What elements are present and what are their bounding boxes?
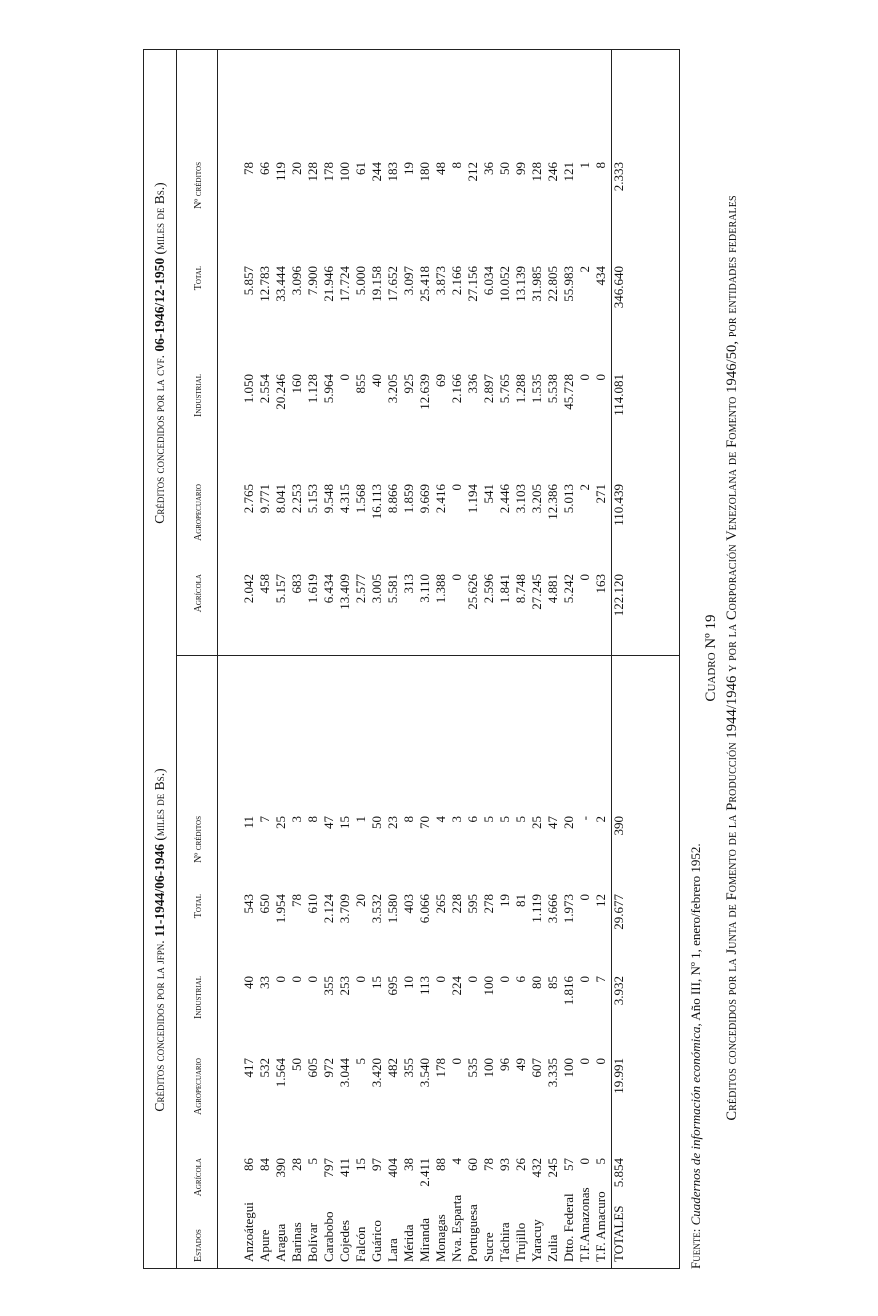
cell-left-agricola: 432 xyxy=(529,1158,544,1178)
cell-right-industrial: 0 xyxy=(593,374,608,381)
cell-left-agropecuario: 482 xyxy=(385,1058,400,1078)
cell-right-industrial: 2.554 xyxy=(257,374,272,404)
cell-right-total: 12.783 xyxy=(257,266,272,302)
cell-right-agropecuario: 8.041 xyxy=(273,484,288,514)
cell-left-total: 78 xyxy=(289,894,304,907)
cell-left-agricola: 5 xyxy=(593,1158,608,1165)
cell-left-total: 1.973 xyxy=(561,894,576,924)
cell-left-industrial: 1.816 xyxy=(561,976,576,1006)
cell-left-agropecuario: 355 xyxy=(401,1058,416,1078)
cell-right-ncreditos: 183 xyxy=(385,162,400,182)
cell-left-ncreditos: 8 xyxy=(305,816,320,823)
cell-right-ncreditos: 78 xyxy=(241,162,256,175)
cell-right-agropecuario: 9.669 xyxy=(417,484,432,514)
cell-left-ncreditos: 3 xyxy=(449,816,464,823)
cell-right-total: 2 xyxy=(577,266,592,273)
row-estado: Bolívar xyxy=(305,1223,320,1262)
cell-right-total: 3.096 xyxy=(289,266,304,296)
source-publication: Cuadernos de información económica xyxy=(688,1026,703,1226)
cell-left-agricola: 88 xyxy=(433,1158,448,1171)
table-title: Créditos concedidos por la Junta de Fomento de la Producción 1944/1946 y por la Corporación Venezolana de Fomento 1946/50, por entidades federales xyxy=(724,195,740,1121)
cell-left-ncreditos: 6 xyxy=(465,816,480,823)
cell-right-total: 17.724 xyxy=(337,266,352,302)
cell-right-agricola: 163 xyxy=(593,574,608,594)
row-estado: Aragua xyxy=(273,1223,288,1262)
cell-left-ncreditos: 11 xyxy=(241,816,256,829)
cell-left-industrial: 0 xyxy=(305,976,320,983)
cell-right-agricola: 458 xyxy=(257,574,272,594)
col-head-right-ncreditos: Nº créditos xyxy=(193,162,204,209)
row-estado: Yaracuy xyxy=(529,1219,544,1262)
cell-left-agricola: 38 xyxy=(401,1158,416,1171)
cell-right-total: 434 xyxy=(593,266,608,286)
cell-left-industrial: 0 xyxy=(289,976,304,983)
col-head-right-industrial: Industrial xyxy=(193,374,204,417)
cell-left-agropecuario: 532 xyxy=(257,1058,272,1078)
cell-right-total: 19.158 xyxy=(369,266,384,302)
cell-left-agropecuario: 96 xyxy=(497,1058,512,1071)
cell-right-total: 3.097 xyxy=(401,266,416,296)
totals-rule xyxy=(611,50,612,1268)
cell-left-industrial: 15 xyxy=(369,976,384,989)
cell-right-ncreditos: 2.333 xyxy=(611,162,626,192)
cell-left-agricola: 84 xyxy=(257,1158,272,1171)
cell-left-ncreditos: 20 xyxy=(561,816,576,829)
cell-right-agropecuario: 2 xyxy=(577,484,592,491)
cell-right-industrial: 5.538 xyxy=(545,374,560,404)
cell-right-industrial: 5.765 xyxy=(497,374,512,404)
cell-left-ncreditos: 23 xyxy=(385,816,400,829)
cell-right-agricola: 1.841 xyxy=(497,574,512,604)
cell-left-agropecuario: 178 xyxy=(433,1058,448,1078)
cell-right-agropecuario: 1.194 xyxy=(465,484,480,514)
cell-right-industrial: 3.205 xyxy=(385,374,400,404)
cell-left-industrial: 0 xyxy=(465,976,480,983)
cell-right-agropecuario: 2.446 xyxy=(497,484,512,514)
cell-left-industrial: 0 xyxy=(273,976,288,983)
cell-left-ncreditos: 50 xyxy=(369,816,384,829)
cell-left-ncreditos: - xyxy=(577,816,592,821)
cell-right-ncreditos: 19 xyxy=(401,162,416,175)
left-group-suffix: (miles de Bs.) xyxy=(152,768,167,841)
row-estado: Táchira xyxy=(497,1222,512,1262)
cell-left-ncreditos: 47 xyxy=(321,816,336,829)
cell-left-total: 0 xyxy=(577,894,592,901)
cell-right-agropecuario: 2.253 xyxy=(289,484,304,514)
cell-right-agricola: 13.409 xyxy=(337,574,352,610)
cell-left-industrial: 40 xyxy=(241,976,256,989)
cell-left-agricola: 15 xyxy=(353,1158,368,1171)
cell-right-agropecuario: 9.548 xyxy=(321,484,336,514)
cell-right-total: 10.052 xyxy=(497,266,512,302)
cell-left-industrial: 355 xyxy=(321,976,336,996)
cell-right-agropecuario: 16.113 xyxy=(369,484,384,520)
cell-left-agropecuario: 972 xyxy=(321,1058,336,1078)
source-label: Fuente: xyxy=(688,1228,703,1269)
cell-left-total: 12 xyxy=(593,894,608,907)
row-estado: Lara xyxy=(385,1238,400,1262)
cell-left-ncreditos: 2 xyxy=(593,816,608,823)
cell-right-agricola: 683 xyxy=(289,574,304,594)
cell-right-total: 346.640 xyxy=(611,266,626,309)
cell-right-ncreditos: 66 xyxy=(257,162,272,175)
cell-left-agricola: 60 xyxy=(465,1158,480,1171)
row-estado: Barinas xyxy=(289,1222,304,1262)
cell-left-total: 3.666 xyxy=(545,894,560,924)
cell-left-total: 1.580 xyxy=(385,894,400,924)
cell-right-ncreditos: 244 xyxy=(369,162,384,182)
cell-left-agropecuario: 49 xyxy=(513,1058,528,1071)
cell-right-agricola: 25.626 xyxy=(465,574,480,610)
cell-right-agricola: 3.005 xyxy=(369,574,384,604)
cell-left-agricola: 93 xyxy=(497,1158,512,1171)
cell-right-ncreditos: 36 xyxy=(481,162,496,175)
cell-right-agricola: 5.157 xyxy=(273,574,288,604)
cell-left-industrial: 0 xyxy=(353,976,368,983)
cell-right-agropecuario: 5.013 xyxy=(561,484,576,514)
cell-left-agropecuario: 0 xyxy=(577,1058,592,1065)
group-divider xyxy=(176,655,679,656)
cell-left-agropecuario: 0 xyxy=(449,1058,464,1065)
cell-left-total: 6.066 xyxy=(417,894,432,924)
cell-right-agropecuario: 541 xyxy=(481,484,496,504)
cell-left-industrial: 6 xyxy=(513,976,528,983)
cell-right-industrial: 69 xyxy=(433,374,448,387)
cell-right-industrial: 1.050 xyxy=(241,374,256,404)
cell-left-total: 19 xyxy=(497,894,512,907)
cell-left-ncreditos: 5 xyxy=(497,816,512,823)
cell-right-industrial: 1.288 xyxy=(513,374,528,404)
cell-left-total: 265 xyxy=(433,894,448,914)
cell-right-total: 21.946 xyxy=(321,266,336,302)
right-group-prefix: Créditos concedidos por la cvf. xyxy=(152,354,167,524)
cell-left-total: 81 xyxy=(513,894,528,907)
cell-right-ncreditos: 246 xyxy=(545,162,560,182)
cell-right-agropecuario: 2.765 xyxy=(241,484,256,514)
cell-right-industrial: 12.639 xyxy=(417,374,432,410)
right-group-suffix: (miles de Bs.) xyxy=(152,182,167,255)
cell-left-agricola: 797 xyxy=(321,1158,336,1178)
row-estado: Cojedes xyxy=(337,1220,352,1262)
cell-left-industrial: 253 xyxy=(337,976,352,996)
cell-right-agricola: 2.577 xyxy=(353,574,368,604)
cell-left-agricola: 5 xyxy=(305,1158,320,1165)
left-group-prefix: Créditos concedidos por la jfpn. xyxy=(152,940,167,1112)
cell-right-industrial: 45.728 xyxy=(561,374,576,410)
row-estado: TOTALES xyxy=(611,1205,626,1262)
cell-right-industrial: 1.535 xyxy=(529,374,544,404)
cell-right-industrial: 114.081 xyxy=(611,374,626,416)
cell-left-total: 650 xyxy=(257,894,272,914)
col-head-left-ncreditos: Nº créditos xyxy=(193,816,204,863)
cell-left-agricola: 390 xyxy=(273,1158,288,1178)
cell-right-industrial: 160 xyxy=(289,374,304,394)
cell-left-ncreditos: 3 xyxy=(289,816,304,823)
cell-left-total: 1.119 xyxy=(529,894,544,923)
cell-left-agricola: 97 xyxy=(369,1158,384,1171)
cell-left-industrial: 3.932 xyxy=(611,976,626,1006)
cell-right-agropecuario: 1.859 xyxy=(401,484,416,514)
col-head-left-total: Total xyxy=(193,894,204,919)
row-estado: Apure xyxy=(257,1229,272,1262)
cell-left-agricola: 404 xyxy=(385,1158,400,1178)
cell-right-agropecuario: 271 xyxy=(593,484,608,504)
cell-left-agropecuario: 100 xyxy=(481,1058,496,1078)
cell-left-total: 29.677 xyxy=(611,894,626,930)
cell-left-agricola: 5.854 xyxy=(611,1158,626,1188)
cell-left-industrial: 80 xyxy=(529,976,544,989)
cell-right-agropecuario: 0 xyxy=(449,484,464,491)
cell-left-agropecuario: 1.564 xyxy=(273,1058,288,1088)
cell-right-total: 13.139 xyxy=(513,266,528,302)
cell-left-agricola: 57 xyxy=(561,1158,576,1171)
cell-right-ncreditos: 212 xyxy=(465,162,480,182)
row-estado: Sucre xyxy=(481,1232,496,1262)
cell-left-industrial: 0 xyxy=(433,976,448,983)
cell-left-ncreditos: 1 xyxy=(353,816,368,823)
cell-left-total: 20 xyxy=(353,894,368,907)
cell-right-total: 25.418 xyxy=(417,266,432,302)
cell-right-agropecuario: 2.416 xyxy=(433,484,448,514)
cell-left-total: 1.954 xyxy=(273,894,288,924)
header-rule-bottom xyxy=(217,50,218,1268)
cell-left-ncreditos: 5 xyxy=(481,816,496,823)
cell-right-total: 7.900 xyxy=(305,266,320,296)
cell-left-total: 3.709 xyxy=(337,894,352,924)
cell-left-agricola: 4 xyxy=(449,1158,464,1165)
cell-left-agricola: 2.411 xyxy=(417,1158,432,1187)
cell-right-total: 2.166 xyxy=(449,266,464,296)
cell-left-industrial: 7 xyxy=(593,976,608,983)
cell-right-agricola: 5.581 xyxy=(385,574,400,604)
cell-right-agricola: 8.748 xyxy=(513,574,528,604)
cell-left-agricola: 28 xyxy=(289,1158,304,1171)
cell-left-industrial: 0 xyxy=(577,976,592,983)
col-head-right-total: Total xyxy=(193,266,204,291)
cell-left-agricola: 411 xyxy=(337,1158,352,1178)
cell-left-total: 228 xyxy=(449,894,464,914)
cell-right-agricola: 27.245 xyxy=(529,574,544,610)
cell-left-ncreditos: 4 xyxy=(433,816,448,823)
cell-right-total: 27.156 xyxy=(465,266,480,302)
cell-right-agropecuario: 3.103 xyxy=(513,484,528,514)
cell-right-ncreditos: 99 xyxy=(513,162,528,175)
cell-right-ncreditos: 20 xyxy=(289,162,304,175)
col-head-left-agropecuario: Agropecuario xyxy=(193,1058,204,1116)
cell-left-ncreditos: 7 xyxy=(257,816,272,823)
cell-left-ncreditos: 8 xyxy=(401,816,416,823)
cell-left-industrial: 100 xyxy=(481,976,496,996)
row-estado: Zulia xyxy=(545,1234,560,1262)
cell-right-ncreditos: 100 xyxy=(337,162,352,182)
cell-right-agricola: 1.619 xyxy=(305,574,320,604)
cell-left-total: 610 xyxy=(305,894,320,914)
cell-right-agropecuario: 110.439 xyxy=(611,484,626,526)
cell-left-agropecuario: 3.420 xyxy=(369,1058,384,1088)
cell-right-industrial: 925 xyxy=(401,374,416,394)
cell-left-agropecuario: 607 xyxy=(529,1058,544,1078)
row-estado: Dtto. Federal xyxy=(561,1193,576,1262)
cell-right-industrial: 855 xyxy=(353,374,368,394)
table-number: Cuadro Nº 19 xyxy=(703,614,719,702)
cell-right-agropecuario: 3.205 xyxy=(529,484,544,514)
cell-right-agricola: 122.120 xyxy=(611,574,626,617)
left-group-heading xyxy=(152,660,168,1220)
cell-right-industrial: 40 xyxy=(369,374,384,387)
cell-right-agricola: 0 xyxy=(577,574,592,581)
cell-right-industrial: 2.897 xyxy=(481,374,496,404)
cell-right-agropecuario: 1.568 xyxy=(353,484,368,514)
cell-left-ncreditos: 47 xyxy=(545,816,560,829)
cell-right-industrial: 0 xyxy=(577,374,592,381)
cell-left-industrial: 33 xyxy=(257,976,272,989)
cell-left-industrial: 85 xyxy=(545,976,560,989)
row-estado: Nva. Esparta xyxy=(449,1194,464,1262)
cell-left-agropecuario: 3.335 xyxy=(545,1058,560,1088)
row-estado: Falcón xyxy=(353,1226,368,1262)
cell-left-industrial: 113 xyxy=(417,976,432,996)
cell-right-ncreditos: 61 xyxy=(353,162,368,175)
cell-left-total: 2.124 xyxy=(321,894,336,924)
cell-left-ncreditos: 5 xyxy=(513,816,528,823)
cell-right-agropecuario: 12.386 xyxy=(545,484,560,520)
cell-right-agricola: 4.881 xyxy=(545,574,560,604)
row-estado: Monagas xyxy=(433,1214,448,1262)
cell-left-industrial: 0 xyxy=(497,976,512,983)
cell-left-total: 543 xyxy=(241,894,256,914)
cell-right-agropecuario: 9.771 xyxy=(257,484,272,514)
cell-right-ncreditos: 178 xyxy=(321,162,336,182)
cell-right-industrial: 5.964 xyxy=(321,374,336,404)
cell-left-agricola: 78 xyxy=(481,1158,496,1171)
cell-left-agricola: 26 xyxy=(513,1158,528,1171)
cell-left-ncreditos: 70 xyxy=(417,816,432,829)
row-estado: Portuguesa xyxy=(465,1204,480,1262)
source-note xyxy=(688,843,704,1269)
cell-right-industrial: 0 xyxy=(337,374,352,381)
cell-left-agropecuario: 19.991 xyxy=(611,1058,626,1094)
cell-left-total: 403 xyxy=(401,894,416,914)
cell-right-agricola: 2.596 xyxy=(481,574,496,604)
cell-right-agropecuario: 4.315 xyxy=(337,484,352,514)
cell-left-agricola: 245 xyxy=(545,1158,560,1178)
cell-left-industrial: 10 xyxy=(401,976,416,989)
cell-right-agricola: 5.242 xyxy=(561,574,576,604)
col-head-left-agricola: Agrícola xyxy=(193,1158,204,1197)
cell-right-agricola: 0 xyxy=(449,574,464,581)
cell-right-ncreditos: 128 xyxy=(305,162,320,182)
cell-left-agropecuario: 417 xyxy=(241,1058,256,1078)
cell-right-industrial: 336 xyxy=(465,374,480,394)
row-estado: T.F. Amacuro xyxy=(593,1191,608,1262)
cell-right-industrial: 20.246 xyxy=(273,374,288,410)
cell-right-ncreditos: 128 xyxy=(529,162,544,182)
left-group-period: 11-1944/06-1946 xyxy=(152,843,167,937)
col-head-right-agropecuario: Agropecuario xyxy=(193,484,204,542)
cell-right-ncreditos: 121 xyxy=(561,162,576,182)
cell-right-total: 22.805 xyxy=(545,266,560,302)
cell-right-agricola: 3.110 xyxy=(417,574,432,603)
cell-left-agropecuario: 5 xyxy=(353,1058,368,1065)
col-head-estados: Estados xyxy=(193,1229,204,1262)
cell-left-agropecuario: 3.044 xyxy=(337,1058,352,1088)
row-estado: Carabobo xyxy=(321,1211,336,1262)
cell-right-ncreditos: 50 xyxy=(497,162,512,175)
cell-right-ncreditos: 8 xyxy=(449,162,464,169)
cell-right-total: 33.444 xyxy=(273,266,288,302)
cell-left-total: 595 xyxy=(465,894,480,914)
cell-right-industrial: 2.166 xyxy=(449,374,464,404)
cell-left-ncreditos: 390 xyxy=(611,816,626,836)
col-head-left-industrial: Industrial xyxy=(193,976,204,1019)
right-group-heading xyxy=(152,58,168,648)
cell-left-agropecuario: 100 xyxy=(561,1058,576,1078)
cell-right-ncreditos: 8 xyxy=(593,162,608,169)
cell-left-agropecuario: 535 xyxy=(465,1058,480,1078)
cell-right-industrial: 1.128 xyxy=(305,374,320,404)
cell-left-industrial: 695 xyxy=(385,976,400,996)
row-estado: Guárico xyxy=(369,1220,384,1262)
row-estado: T.F.Amazonas xyxy=(577,1187,592,1262)
row-estado: Anzoátegui xyxy=(241,1202,256,1262)
col-head-right-agricola: Agrícola xyxy=(193,574,204,613)
source-details: , Año III, Nº 1, enero/febrero 1952. xyxy=(688,843,703,1027)
cell-right-agropecuario: 5.153 xyxy=(305,484,320,514)
cell-right-total: 31.985 xyxy=(529,266,544,302)
cell-right-total: 5.000 xyxy=(353,266,368,296)
cell-left-agropecuario: 50 xyxy=(289,1058,304,1071)
cell-left-total: 3.532 xyxy=(369,894,384,924)
right-group-period: 06-1946/12-1950 xyxy=(152,257,167,352)
cell-right-total: 55.983 xyxy=(561,266,576,302)
cell-left-ncreditos: 25 xyxy=(529,816,544,829)
cell-right-total: 6.034 xyxy=(481,266,496,296)
cell-right-ncreditos: 1 xyxy=(577,162,592,169)
cell-right-ncreditos: 48 xyxy=(433,162,448,175)
cell-left-ncreditos: 15 xyxy=(337,816,352,829)
cell-left-agropecuario: 0 xyxy=(593,1058,608,1065)
cell-right-total: 17.652 xyxy=(385,266,400,302)
cell-right-agricola: 2.042 xyxy=(241,574,256,604)
cell-right-agricola: 1.388 xyxy=(433,574,448,604)
cell-left-agropecuario: 605 xyxy=(305,1058,320,1078)
cell-right-total: 3.873 xyxy=(433,266,448,296)
cell-right-total: 5.857 xyxy=(241,266,256,296)
data-table xyxy=(143,49,680,1269)
cell-left-industrial: 224 xyxy=(449,976,464,996)
row-estado: Miranda xyxy=(417,1217,432,1262)
header-rule-top xyxy=(176,50,177,1268)
cell-right-ncreditos: 119 xyxy=(273,162,288,182)
cell-left-agricola: 0 xyxy=(577,1158,592,1165)
cell-right-agropecuario: 8.866 xyxy=(385,484,400,514)
cell-right-ncreditos: 180 xyxy=(417,162,432,182)
cell-right-agricola: 6.434 xyxy=(321,574,336,604)
cell-left-ncreditos: 25 xyxy=(273,816,288,829)
cell-left-agropecuario: 3.540 xyxy=(417,1058,432,1088)
cell-left-agricola: 86 xyxy=(241,1158,256,1171)
row-estado: Mérida xyxy=(401,1224,416,1262)
row-estado: Trujillo xyxy=(513,1222,528,1262)
cell-right-agricola: 313 xyxy=(401,574,416,594)
cell-left-total: 278 xyxy=(481,894,496,914)
